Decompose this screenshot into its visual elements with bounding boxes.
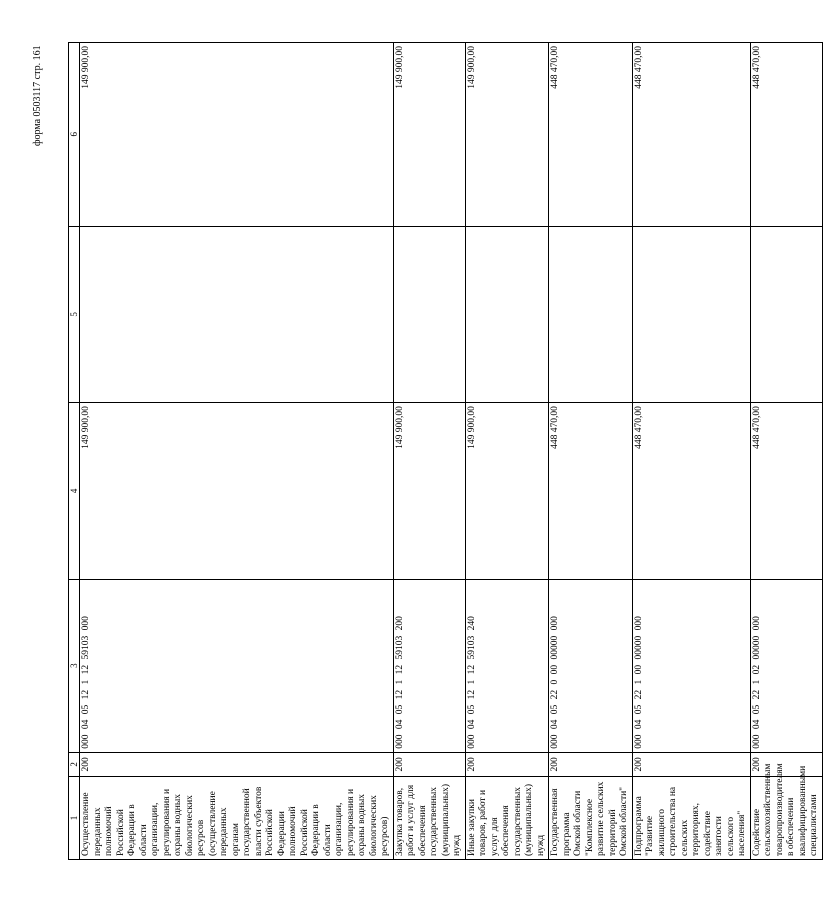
- row-line-code-cell: 200: [80, 752, 394, 776]
- row-total-cell: 448 470,00: [632, 43, 750, 227]
- row-approved-cell: 448 470,00: [549, 403, 633, 580]
- row-total-cell: 448 470,00: [549, 43, 633, 227]
- row-total-cell: 149 900,00: [393, 43, 465, 227]
- row-approved-cell: 149 900,00: [465, 403, 549, 580]
- row-name-cell: Содействие сельскохозяйственным товаропроизводителям в обеспечении квалифицированными специалистами: [750, 776, 822, 859]
- table-row: [750, 43, 822, 860]
- row-class-code-cell: 000 04 05 12 1 12 59103 240: [465, 579, 549, 752]
- row-line-code-cell: 200: [393, 752, 465, 776]
- row-executed-cell: [465, 226, 549, 403]
- row-name-cell: Закупка товаров, работ и услуг для обеспечения государственных (муниципальных) нужд: [393, 776, 465, 859]
- row-executed-cell: [393, 226, 465, 403]
- row-executed-cell: [632, 226, 750, 403]
- form-label: [30, 16, 45, 146]
- row-approved-cell: 448 470,00: [750, 403, 822, 580]
- row-name-cell: Подпрограмма "Развитие жилищного строительства на сельских территориях, содействие занятости сельского населения": [632, 776, 750, 859]
- row-class-code-cell: 000 04 05 12 1 12 59103 200: [393, 579, 465, 752]
- header-col-6: 6: [69, 43, 80, 227]
- row-class-code-cell: 000 04 05 22 0 00 00000 000: [549, 579, 633, 752]
- table-row: [465, 43, 549, 860]
- row-class-code-cell: 000 04 05 12 1 12 59103 000: [80, 579, 394, 752]
- row-approved-cell: 149 900,00: [393, 403, 465, 580]
- row-line-code-cell: 200: [465, 752, 549, 776]
- row-class-code-cell: 000 04 05 22 1 00 00000 000: [632, 579, 750, 752]
- row-approved-cell: 448 470,00: [632, 403, 750, 580]
- header-col-3: 3: [69, 579, 80, 752]
- table-header-row: [69, 43, 80, 860]
- header-col-1: 1: [69, 776, 80, 859]
- report-table-rotated: [68, 42, 819, 860]
- row-total-cell: 149 900,00: [465, 43, 549, 227]
- report-table: [68, 42, 823, 860]
- table-row: [632, 43, 750, 860]
- header-col-2: 2: [69, 752, 80, 776]
- table-row: [393, 43, 465, 860]
- header-col-5: 5: [69, 226, 80, 403]
- table-row: [549, 43, 633, 860]
- row-total-cell: 448 470,00: [750, 43, 822, 227]
- header-col-4: 4: [69, 403, 80, 580]
- form-label-text: форма 0503117 стр. 161: [32, 45, 43, 146]
- table-row: [80, 43, 394, 860]
- row-line-code-cell: 200: [632, 752, 750, 776]
- row-approved-cell: 149 900,00: [80, 403, 394, 580]
- row-name-cell: Государственная программа Омской области "Комплексное развитие сельских территорий Омской области": [549, 776, 633, 859]
- row-name-cell: Осуществление переданных полномочий Российской Федерации в области организации, регулирования и охраны водных биологических ресурсов (осуществление переданных органам государственной власти субъектов Российской Федерации полномочий Российской Федерации в области организации, регулирования и охраны водных биологических ресурсов): [80, 776, 394, 859]
- row-executed-cell: [549, 226, 633, 403]
- row-line-code-cell: 200: [549, 752, 633, 776]
- row-executed-cell: [80, 226, 394, 403]
- row-executed-cell: [750, 226, 822, 403]
- row-name-cell: Иные закупки товаров, работ и услуг для обеспечения государственных (муниципальных) нужд: [465, 776, 549, 859]
- row-total-cell: 149 900,00: [80, 43, 394, 227]
- row-line-code-cell: 200: [750, 752, 822, 776]
- row-class-code-cell: 000 04 05 22 1 02 00000 000: [750, 579, 822, 752]
